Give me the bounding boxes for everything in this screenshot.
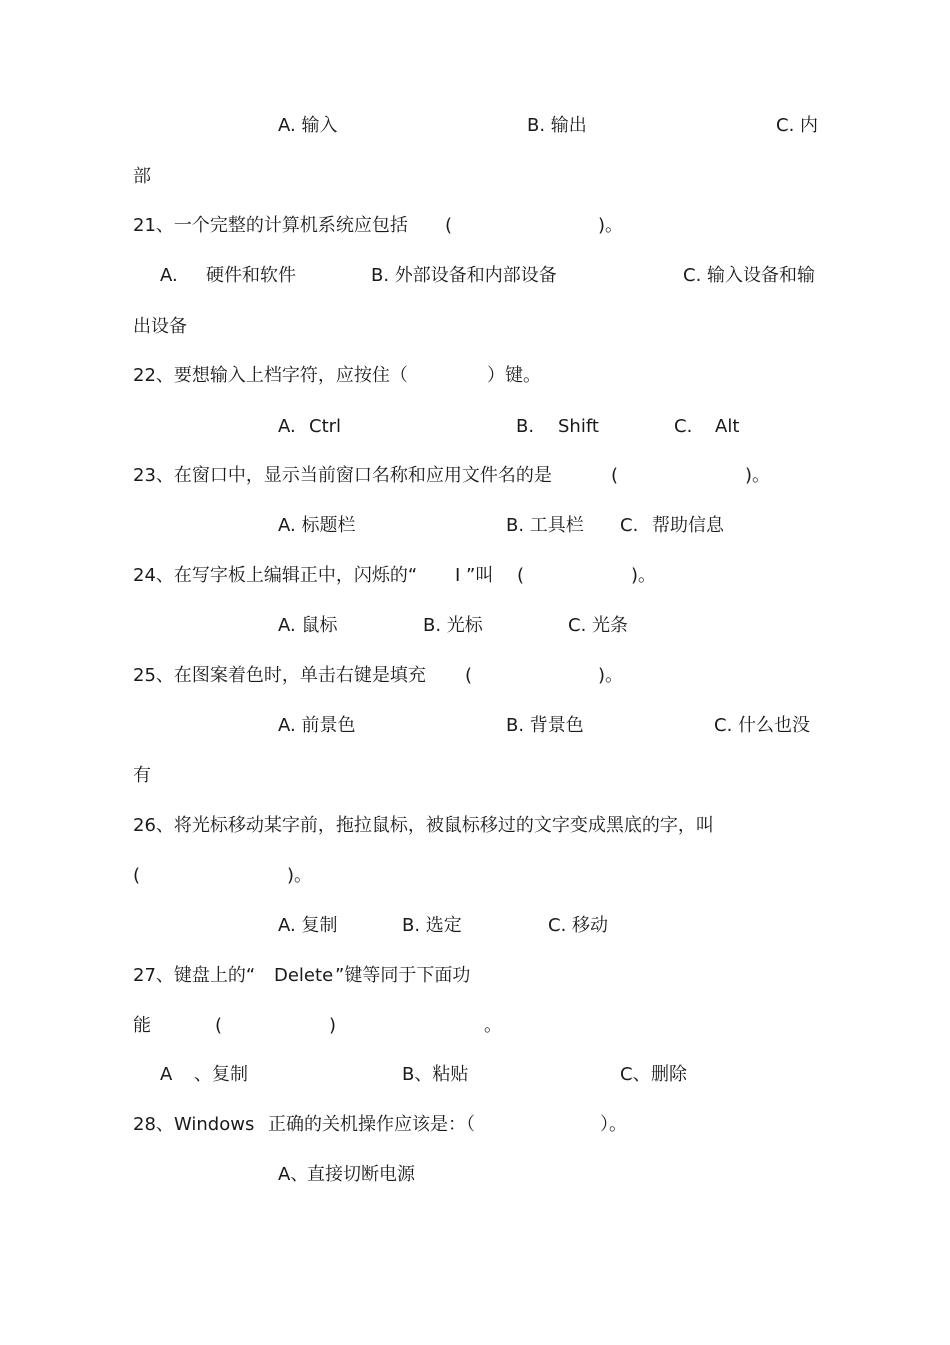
q26-stem: 26、将光标移动某字前，拖拉鼠标，被鼠标移过的文字变成黑底的字，叫 (133, 815, 714, 836)
q21-stem: 21、一个完整的计算机系统应包括 (133, 215, 408, 236)
q22-option-a-text: Ctrl (309, 416, 342, 437)
q27-paren-close: ) (329, 1015, 337, 1036)
q25-option-c: C. 什么也没 (714, 715, 811, 736)
q26-option-a: A. 复制 (278, 915, 338, 936)
q21-option-a-text: 硬件和软件 (206, 265, 296, 286)
q20-option-c: C. 内 (776, 115, 819, 136)
q25-option-a: A. 前景色 (278, 715, 356, 736)
q24-option-a: A. 鼠标 (278, 615, 338, 636)
q22-option-b-text: Shift (558, 416, 599, 437)
q22-option-c-letter: C. (674, 416, 693, 437)
q26-paren-open: ( (133, 865, 141, 886)
q23-paren-open: ( (611, 465, 619, 486)
q27-stem-wrap: 能 (133, 1015, 151, 1036)
q26-option-c: C. 移动 (548, 915, 609, 936)
q24-paren-open: ( (517, 565, 525, 586)
q23-option-c-text: 帮助信息 (652, 515, 724, 536)
q21-paren-close: )。 (598, 215, 624, 236)
q27-option-a-text: 、复制 (194, 1064, 248, 1085)
q25-paren-close: )。 (598, 665, 624, 686)
q22-stem: 22、要想输入上档字符，应按住（ (133, 365, 408, 386)
q27-option-c-text: 删除 (651, 1064, 687, 1085)
q27-period: 。 (484, 1015, 502, 1036)
q21-option-b: B. 外部设备和内部设备 (371, 265, 557, 286)
q24-option-c: C. 光条 (568, 615, 629, 636)
q27-stem-after: ”键等同于下面功 (335, 965, 471, 986)
q21-option-c-wrap: 出设备 (133, 316, 187, 337)
q28-option-a-letter: A、 (278, 1164, 309, 1185)
q24-paren-close: )。 (631, 565, 657, 586)
q20-option-c-wrap: 部 (133, 166, 151, 187)
q28-stem-os: Windows (174, 1114, 255, 1135)
q26-paren-close: )。 (287, 865, 313, 886)
q23-option-a: A. 标题栏 (278, 515, 356, 536)
q28-option-a-text: 直接切断电源 (307, 1164, 415, 1185)
q23-option-b: B. 工具栏 (506, 515, 584, 536)
q26-option-b: B. 选定 (402, 915, 462, 936)
q22-paren-close: ）键。 (487, 365, 541, 386)
q23-paren-close: )。 (745, 465, 771, 486)
q24-stem-after: ”叫 (466, 565, 494, 586)
q27-paren-open: ( (215, 1015, 223, 1036)
q23-option-c-letter: C. (620, 515, 639, 536)
q28-paren-close: ）。 (600, 1114, 627, 1135)
q25-option-c-wrap: 有 (133, 765, 151, 786)
q27-stem: 27、键盘上的“ (133, 965, 256, 986)
q21-paren-open: ( (445, 215, 453, 236)
q25-stem: 25、在图案着色时，单击右键是填充 (133, 665, 426, 686)
q20-option-a: A. 输入 (278, 115, 338, 136)
q28-stem-number: 28、 (133, 1114, 174, 1135)
q22-option-b-letter: B. (516, 416, 535, 437)
q28-stem-text: 正确的关机操作应该是：（ (268, 1114, 475, 1135)
q20-option-b: B. 输出 (527, 115, 587, 136)
q24-option-b: B. 光标 (423, 615, 483, 636)
q25-option-b: B. 背景色 (506, 715, 584, 736)
q27-option-a-letter: A (160, 1064, 173, 1085)
q24-stem: 24、在写字板上编辑正中，闪烁的“ (133, 565, 418, 586)
q24-cursor-char: I (455, 565, 461, 586)
q21-option-c: C. 输入设备和输 (683, 265, 816, 286)
q21-option-a-letter: A. (160, 265, 178, 286)
q27-option-b: B、粘贴 (402, 1064, 469, 1085)
q27-key-name: Delete (274, 965, 334, 986)
q27-option-c-letter: C、 (620, 1064, 651, 1085)
q22-option-a-letter: A. (278, 416, 296, 437)
q25-paren-open: ( (465, 665, 473, 686)
q23-stem: 23、在窗口中，显示当前窗口名称和应用文件名的是 (133, 465, 552, 486)
q22-option-c-text: Alt (715, 416, 740, 437)
